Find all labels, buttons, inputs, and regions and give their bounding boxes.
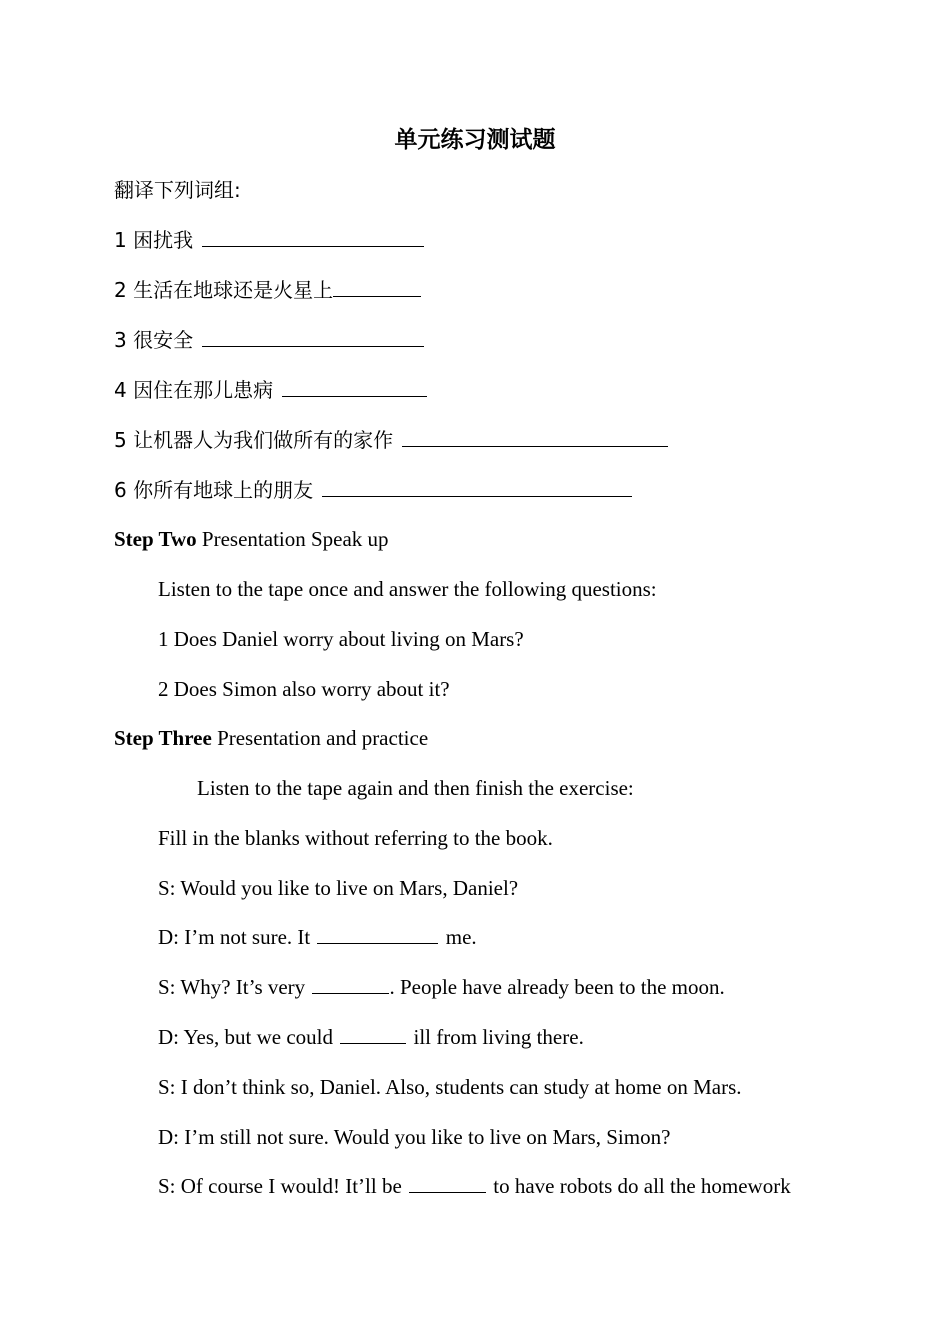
dialogue-line-3 [158,972,725,1002]
dialogue-text: D: I’m not sure. It [158,925,311,949]
dialogue-text: S: Why? It’s very [158,975,306,999]
dialogue-line-6: D: I’m still not sure. Would you like to live on Mars, Simon? [158,1125,671,1149]
step-two-label: Step Two [114,527,197,551]
dialogue-line-4 [158,1022,584,1052]
fill-instruction: Fill in the blanks without referring to the book. [158,826,553,850]
page-title: 单元练习测试题 [394,127,556,153]
step-three-label: Step Three [114,726,212,750]
translate-item-1 [114,225,424,255]
dialogue-text: D: Yes, but we could [158,1025,334,1049]
translate-item-text: 1 困扰我 [114,228,194,252]
dialogue-text: . People have already been to the moon. [389,975,725,999]
translate-item-text: 6 你所有地球上的朋友 [114,478,314,502]
question-2: 2 Does Simon also worry about it? [158,677,450,701]
answer-blank [333,276,421,297]
dialogue-line-2 [158,922,477,952]
step-three-instruction: Listen to the tape again and then finish the exercise: [197,776,634,800]
answer-blank [402,426,668,447]
answer-blank [317,923,438,944]
dialogue-text: ill from living there. [413,1025,584,1049]
translate-item-2 [114,275,421,305]
step-two-instruction: Listen to the tape once and answer the following questions: [158,577,657,601]
answer-blank [202,226,424,247]
step-two-text: Presentation Speak up [201,527,389,551]
dialogue-line-1: S: Would you like to live on Mars, Daniel? [158,876,519,900]
dialogue-text: me. [445,925,477,949]
translate-item-5 [114,425,668,455]
step-three-text: Presentation and practice [217,726,429,750]
question-1: 1 Does Daniel worry about living on Mars? [158,627,524,651]
dialogue-text: S: Of course I would! It’ll be [158,1174,402,1198]
answer-blank [282,376,427,397]
answer-blank [409,1172,486,1193]
answer-blank [202,326,424,347]
translate-item-3 [114,325,424,355]
step-three-heading [114,723,428,753]
answer-blank [340,1023,406,1044]
translate-item-text: 2 生活在地球还是火星上 [114,278,334,302]
dialogue-line-5: S: I don’t think so, Daniel. Also, students can study at home on Mars. [158,1075,742,1099]
translate-item-text: 5 让机器人为我们做所有的家作 [114,428,394,452]
answer-blank [312,973,389,994]
dialogue-text: to have robots do all the homework [493,1174,791,1198]
translate-item-text: 4 因住在那儿患病 [114,378,274,402]
step-two-heading [114,524,389,554]
translate-item-text: 3 很安全 [114,328,194,352]
answer-blank [322,476,632,497]
translate-heading: 翻译下列词组: [114,178,241,202]
dialogue-line-7 [158,1171,791,1201]
translate-item-4 [114,375,427,405]
translate-item-6 [114,475,632,505]
